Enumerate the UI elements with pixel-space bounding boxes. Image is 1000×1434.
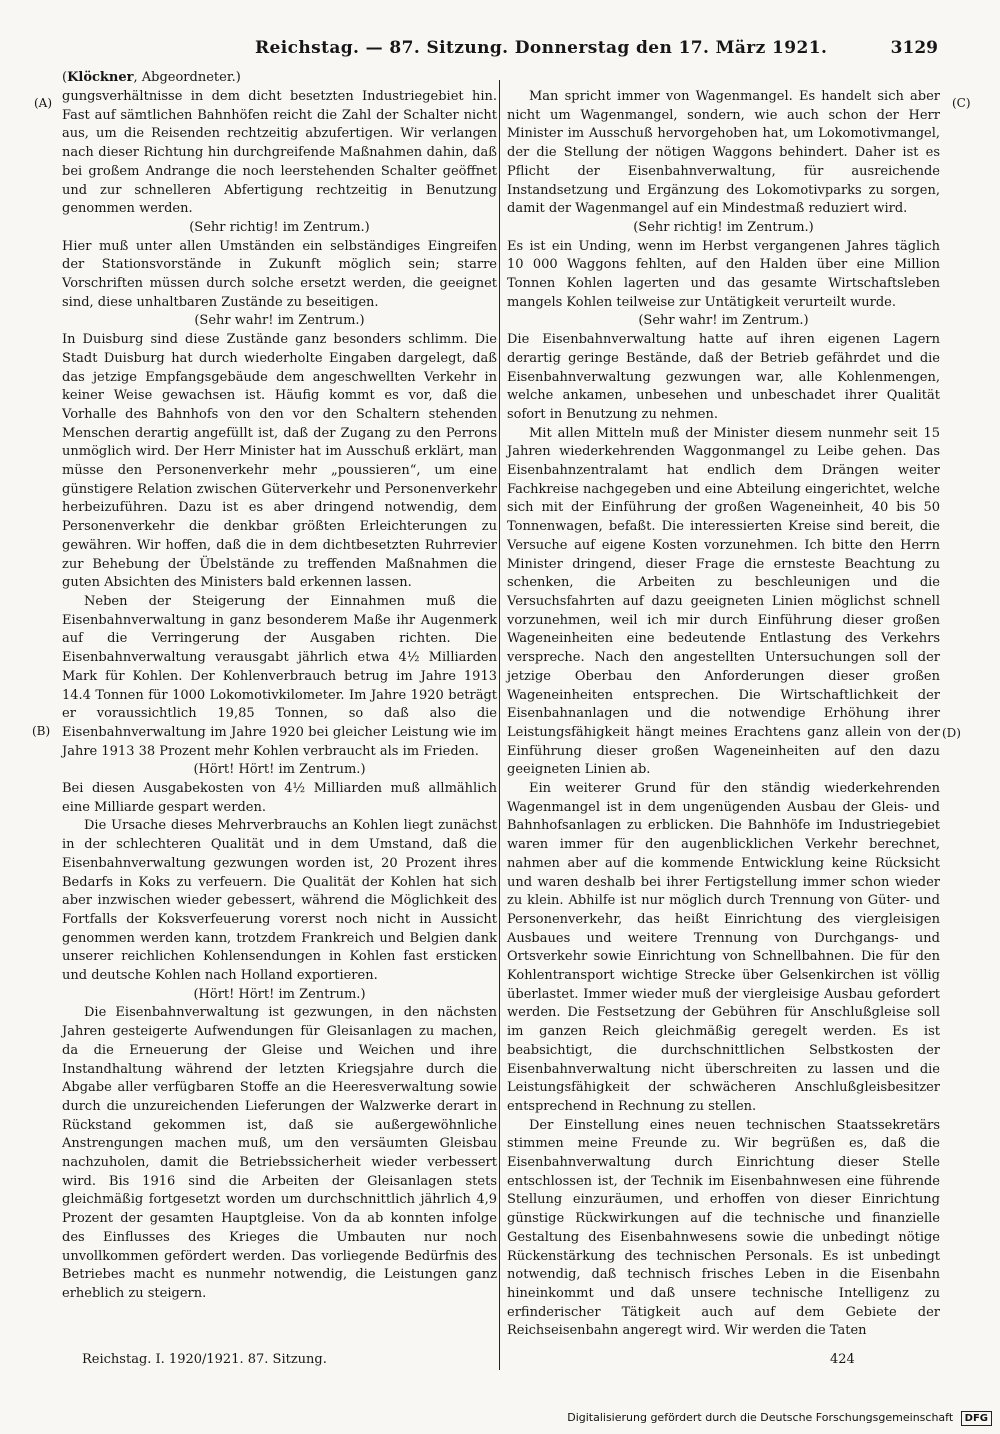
paragraph: Die Eisenbahnverwaltung ist gezwungen, in den nächsten Jahren gesteigerte Aufwendungen für Gleisanlagen zu machen, da die Erneuerung der Gleise und Weichen und ihre Instandhaltung während der letzten Kriegsjahre durch die Abgabe aller verfügbaren Stoffe an die Heeresverwaltung sowie durch die unzureichenden Lieferungen der Walzwerke derart in Rückstand gekommen ist, daß sie außergewöhnliche Anstrengungen machen muß, um den versäumten Gleisbau nachzuholen, damit die Betriebssicherheit wieder verbessert wird. Bis 1916 sind die Arbeiten der Gleisanlagen stets gleichmäßig fortgesetzt worden um durchschnittlich jährlich 4,9 Prozent der gesamten Hauptgleise. Von da ab konnten infolge des Einflusses des Krieges die Umbauten nur noch unvollkommen gefördert werden. Das vorliegende Bedürfnis des Betriebes macht es nunmehr notwendig, die Leistungen ganz erheblich zu steigern. [62,1005,497,1301]
left-column [62,88,497,1304]
paragraph: Die Ursache dieses Mehrverbrauchs an Kohlen liegt zunächst in der schlechteren Qualität und in dem Umstand, daß die Eisenbahnverwaltung gezwungen worden ist, 20 Prozent ihres Bedarfs in Koks zu verfeuern. Die Qualität der Kohlen hat sich aber inzwischen wieder gebessert, während die Möglichkeit des Fortfalls der Koksverfeuerung vorerst noch nicht in Aussicht genommen werden kann, trotzdem Frankreich und Belgien dank unserer reichlichen Kohlensendungen in Kohlen fast ersticken und deutsche Kohlen nach Holland exportieren. [62,818,497,984]
paragraph: Der Einstellung eines neuen technischen Staatssekretärs stimmen meine Freunde zu. Wir begrüßen es, daß die Eisenbahnverwaltung durch Einrichtung dieser Stelle entschlossen ist, der Technik im Eisenbahnwesen eine führende Stellung einzuräumen, und erhoffen von dieser Einrichtung günstige Rückwirkungen auf die technische und finanzielle Gestaltung des Eisenbahnwesens sowie die unbedingt nötige Rückenstärkung des technischen Personals. Es ist unbedingt notwendig, daß technisch frisches Leben in die Eisenbahn hineinkommt und daß unsere technische Intelligenz zu erfinderischer Tätigkeit auch auf dem Gebiete der Reichseisenbahn angeregt wird. Wir werden die Taten [507,1117,940,1339]
interjection: (Sehr wahr! im Zentrum.) [638,313,809,329]
interjection: (Sehr richtig! im Zentrum.) [189,219,370,235]
paragraph: Neben der Steigerung der Einnahmen muß die Eisenbahnverwaltung in ganz besonderem Maße ihr Augenmerk auf die Verringerung der Ausgaben richten. Die Eisenbahnverwaltung verausgabt jährlich etwa 4½ Milliarden Mark für Kohlen. Der Kohlenverbrauch betrug im Jahre 1913 14.4 Tonnen für 1000 Lokomotivkilometer. Im Jahre 1920 beträgt er voraussichtlich 19,85 Tonnen, so daß also die Eisenbahnverwaltung im Jahre 1920 bei gleicher Leistung wie im Jahre 1913 38 Prozent mehr Kohlen verbraucht als im Frieden. [62,593,497,759]
speaker-role: , Abgeordneter.) [133,70,241,85]
paragraph: In Duisburg sind diese Zustände ganz besonders schlimm. Die Stadt Duisburg hat durch wiederholte Eingaben dargelegt, daß das jetzige Empfangsgebäude dem angeschwellten Verkehr in keiner Weise gewachsen ist. Häufig kommt es vor, daß die Vorhalle des Bahnhofs von den vor den Schaltern stehenden Menschen derartig angefüllt ist, daß der Zugang zu den Perrons unmöglich wird. Der Herr Minister hat im Ausschuß erklärt, man müsse den Personenverkehr mehr „poussieren“, um eine günstigere Relation zwischen Güterverkehr und Personenverkehr herbeizuführen. Dazu ist es aber dringend notwendig, dem Personenverkehr die denkbar größten Erleichterungen zu gewähren. Wir hoffen, daß die in dem dichtbesetzten Ruhrrevier zur Behebung der Übelstände zu treffenden Maßnahmen die guten Absichten des Ministers bald erkennen lassen. [62,332,497,591]
paragraph: Ein weiterer Grund für den ständig wiederkehrenden Wagenmangel ist in dem ungenügenden Ausbau der Gleis- und Bahnhofsanlagen zu erblicken. Die Bahnhöfe im Industriegebiet waren immer für den augenblicklichen Verkehr berechnet, nahmen aber auf die kommende Entwicklung keine Rücksicht und waren deshalb bei ihrer Fertigstellung immer schon wieder zu klein. Abhilfe ist nur möglich durch Trennung von Güter- und Personenverkehr, das heißt Einrichtung des viergleisigen Ausbaues und weitere Trennung von Durchgangs- und Ortsverkehr sowie Einrichtung von Schnellbahnen. Die für den Kohlentransport wichtige Strecke über Gelsenkirchen ist völlig überlastet. Immer wieder muß der viergleisige Ausbau gefordert werden. Die Festsetzung der Gebühren für Anschlußgleise soll im ganzen Reich gleichmäßig geregelt werden. Es ist beabsichtigt, die durchschnittlichen Selbstkosten der Eisenbahnverwaltung nicht überschreiten zu lassen und die Leistungsfähigkeit der schwächeren Anschlußgleisbesitzer entsprechend in Rechnung zu stellen. [507,781,940,1114]
interjection: (Hört! Hört! im Zentrum.) [193,986,366,1002]
paragraph: Es ist ein Unding, wenn im Herbst vergangenen Jahres täglich 10 000 Waggons fehlten, auf den Halden über eine Million Tonnen Kohlen lagerten und das gesamte Wirtschaftsleben mangels Kohlen teilweise zur Untätigkeit verurteilt wurde. [507,238,940,310]
paragraph: Hier muß unter allen Umständen ein selbständiges Eingreifen der Stationsvorstände in Zukunft möglich sein; starre Vorschriften müssen durch solche ersetzt werden, die geeignet sind, diese unhaltbaren Zustände zu beseitigen. [62,238,497,310]
running-header [60,36,938,64]
footer-sheet-number: 424 [830,1352,855,1367]
interjection: (Hört! Hört! im Zentrum.) [193,762,366,778]
paragraph: Man spricht immer von Wagenmangel. Es handelt sich aber nicht um Wagenmangel, sondern, wie auch schon der Herr Minister im Ausschuß hervorgehoben hat, um Lokomotivmangel, der die Stellung der nötigen Waggons behindert. Daher ist es Pflicht der Eisenbahnverwaltung, für ausreichende Instandsetzung und Ergänzung des Lokomotivparks zu sorgen, damit der Wagenmangel auf ein Mindestmaß reduziert wird. [507,89,940,217]
margin-mark-c: (C) [952,96,971,110]
paragraph: Die Eisenbahnverwaltung hatte auf ihren eigenen Lagern derartig geringe Bestände, daß der Betrieb gefährdet und die Eisenbahnverwaltung gezwungen war, alle Kohlenmengen, welche ankamen, unbesehen und unbeschadet ihrer Qualität sofort in Benutzung zu nehmen. [507,332,940,422]
footer-source: Reichstag. I. 1920/1921. 87. Sitzung. [82,1352,327,1367]
interjection: (Sehr wahr! im Zentrum.) [194,313,365,329]
margin-mark-a: (A) [34,96,53,110]
speaker-name: Klöckner [67,70,134,85]
margin-mark-d: (D) [942,726,961,740]
paragraph: Mit allen Mitteln muß der Minister diesem nunmehr seit 15 Jahren wiederkehrenden Waggonmangel zu Leibe gehen. Das Eisenbahnzentralamt hat endlich dem Drängen weiter Fachkreise nachgegeben und eine Abteilung eingerichtet, welche sich mit der Einführung der großen Wageneinheit, 40 bis 50 Tonnenwagen, befaßt. Die interessierten Kreise sind bereit, die Versuche auf eigene Kosten vorzunehmen. Ich bitte den Herrn Minister dringend, dieser Frage die ernsteste Beachtung zu schenken, die Arbeiten zu beschleunigen und die Versuchsfahrten auf dazu geeigneten Linien möglichst schnell vorzunehmen, weil ich mir durch Einführung dieser großen Wageneinheiten eine bedeutende Entlastung des Verkehrs verspreche. Nach den angestellten Untersuchungen soll der jetzige Oberbau den Anforderungen dieser großen Wageneinheiten entsprechen. Die Wirtschaftlichkeit der Eisenbahnanlagen und die notwendige Erhöhung ihrer Leistungsfähigkeit hängt meines Erachtens ganz allein von der Einführung dieser großen Wageneinheiten auf den dazu geeigneten Linien ab. [507,425,940,778]
funding-credit [567,1411,992,1426]
funding-credit-text: Digitalisierung gefördert durch die Deutsche Forschungsgemeinschaft [567,1411,954,1424]
right-column [507,88,940,1341]
running-title: Reichstag. — 87. Sitzung. Donnerstag den 17. März 1921. [255,38,828,58]
margin-mark-b: (B) [32,724,51,738]
paragraph: Bei diesen Ausgabekosten von 4½ Milliarden muß allmählich eine Milliarde gespart werden. [62,781,497,815]
speaker-note: (Klöckner, Abgeordneter.) [62,70,241,85]
interjection: (Sehr richtig! im Zentrum.) [633,219,814,235]
column-divider [499,80,500,1370]
dfg-logo: DFG [961,1411,992,1426]
page-number: 3129 [890,38,938,58]
paragraph: gungsverhältnisse in dem dicht besetzten Industriegebiet hin. Fast auf sämtlichen Bahnhöfen reicht die Zahl der Schalter nicht aus, um die Reisenden rechtzeitig abzufertigen. Wir verlangen nach dieser Richtung hin durchgreifende Maßnahmen dahin, daß bei großem Andrange die noch leerstehenden Schalter geöffnet und zur schnelleren Abfertigung rechtzeitig in Benutzung genommen werden. [62,89,497,217]
